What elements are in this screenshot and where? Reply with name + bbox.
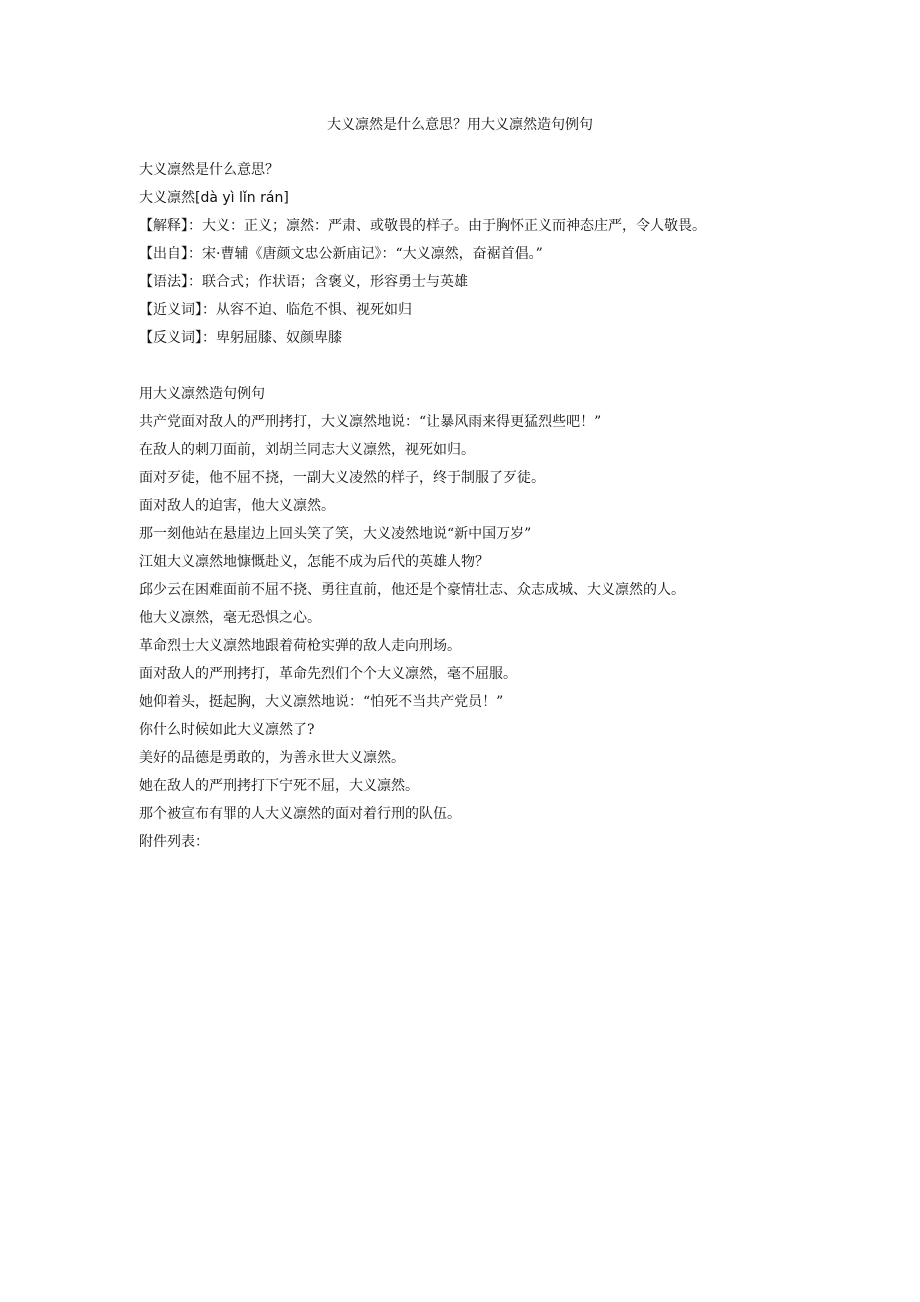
example-sentence: 共产党面对敌人的严刑拷打，大义凛然地说：“让暴风雨来得更猛烈些吧！” xyxy=(139,414,602,430)
grammar-text: 【语法】：联合式；作状语；含褒义，形容勇士与英雄 xyxy=(139,274,468,290)
example-sentence: 她仰着头，挺起胸，大义凛然地说：“怕死不当共产党员！” xyxy=(139,694,504,710)
example-sentence: 在敌人的刺刀面前，刘胡兰同志大义凛然，视死如归。 xyxy=(139,442,475,458)
antonyms-text: 【反义词】：卑躬屈膝、奴颜卑膝 xyxy=(139,330,342,346)
attachments-label: 附件列表： xyxy=(139,834,209,850)
example-sentence: 他大义凛然，毫无恐惧之心。 xyxy=(139,610,321,626)
explanation-text: 【解释】：大义：正义；凛然：严肃、或敬畏的样子。由于胸怀正义而神态庄严，令人敬畏。 xyxy=(139,218,706,234)
term-line xyxy=(139,184,789,212)
synonyms-text: 【近义词】：从容不迫、临危不惧、视死如归 xyxy=(139,302,412,318)
example-sentence: 面对敌人的迫害，他大义凛然。 xyxy=(139,498,335,514)
definition-heading: 大义凛然是什么意思？ xyxy=(139,162,279,178)
example-sentence: 面对敌人的严刑拷打，革命先烈们个个大义凛然，毫不屈服。 xyxy=(139,666,517,682)
example-sentence: 那个被宣布有罪的人大义凛然的面对着行刑的队伍。 xyxy=(139,806,461,822)
source-text: 【出自】：宋·曹辅《唐颜文忠公新庙记》：“大义凛然，奋裾首倡。” xyxy=(139,246,543,262)
document-body xyxy=(139,156,789,856)
example-sentence: 面对歹徒，他不屈不挠，一副大义凌然的样子，终于制服了歹徒。 xyxy=(139,470,545,486)
term-word: 大义凛然 xyxy=(139,190,195,206)
example-sentence: 她在敌人的严刑拷打下宁死不屈，大义凛然。 xyxy=(139,778,419,794)
example-sentence: 江姐大义凛然地慷慨赴义，怎能不成为后代的英雄人物？ xyxy=(139,554,489,570)
example-sentence: 邱少云在困难面前不屈不挠、勇往直前，他还是个豪情壮志、众志成城、大义凛然的人。 xyxy=(139,582,685,598)
document-title: 大义凛然是什么意思？用大义凛然造句例句 xyxy=(327,117,593,133)
section-spacer xyxy=(139,352,789,380)
example-sentence: 美好的品德是勇敢的，为善永世大义凛然。 xyxy=(139,750,405,766)
example-sentence: 那一刻他站在悬崖边上回头笑了笑，大义凌然地说“新中国万岁” xyxy=(139,526,532,542)
example-sentence: 革命烈士大义凛然地跟着荷枪实弹的敌人走向刑场。 xyxy=(139,638,461,654)
term-pinyin: [dà yì lǐn rán] xyxy=(195,190,289,206)
example-sentence: 你什么时候如此大义凛然了? xyxy=(139,722,315,738)
examples-heading: 用大义凛然造句例句 xyxy=(139,386,265,402)
